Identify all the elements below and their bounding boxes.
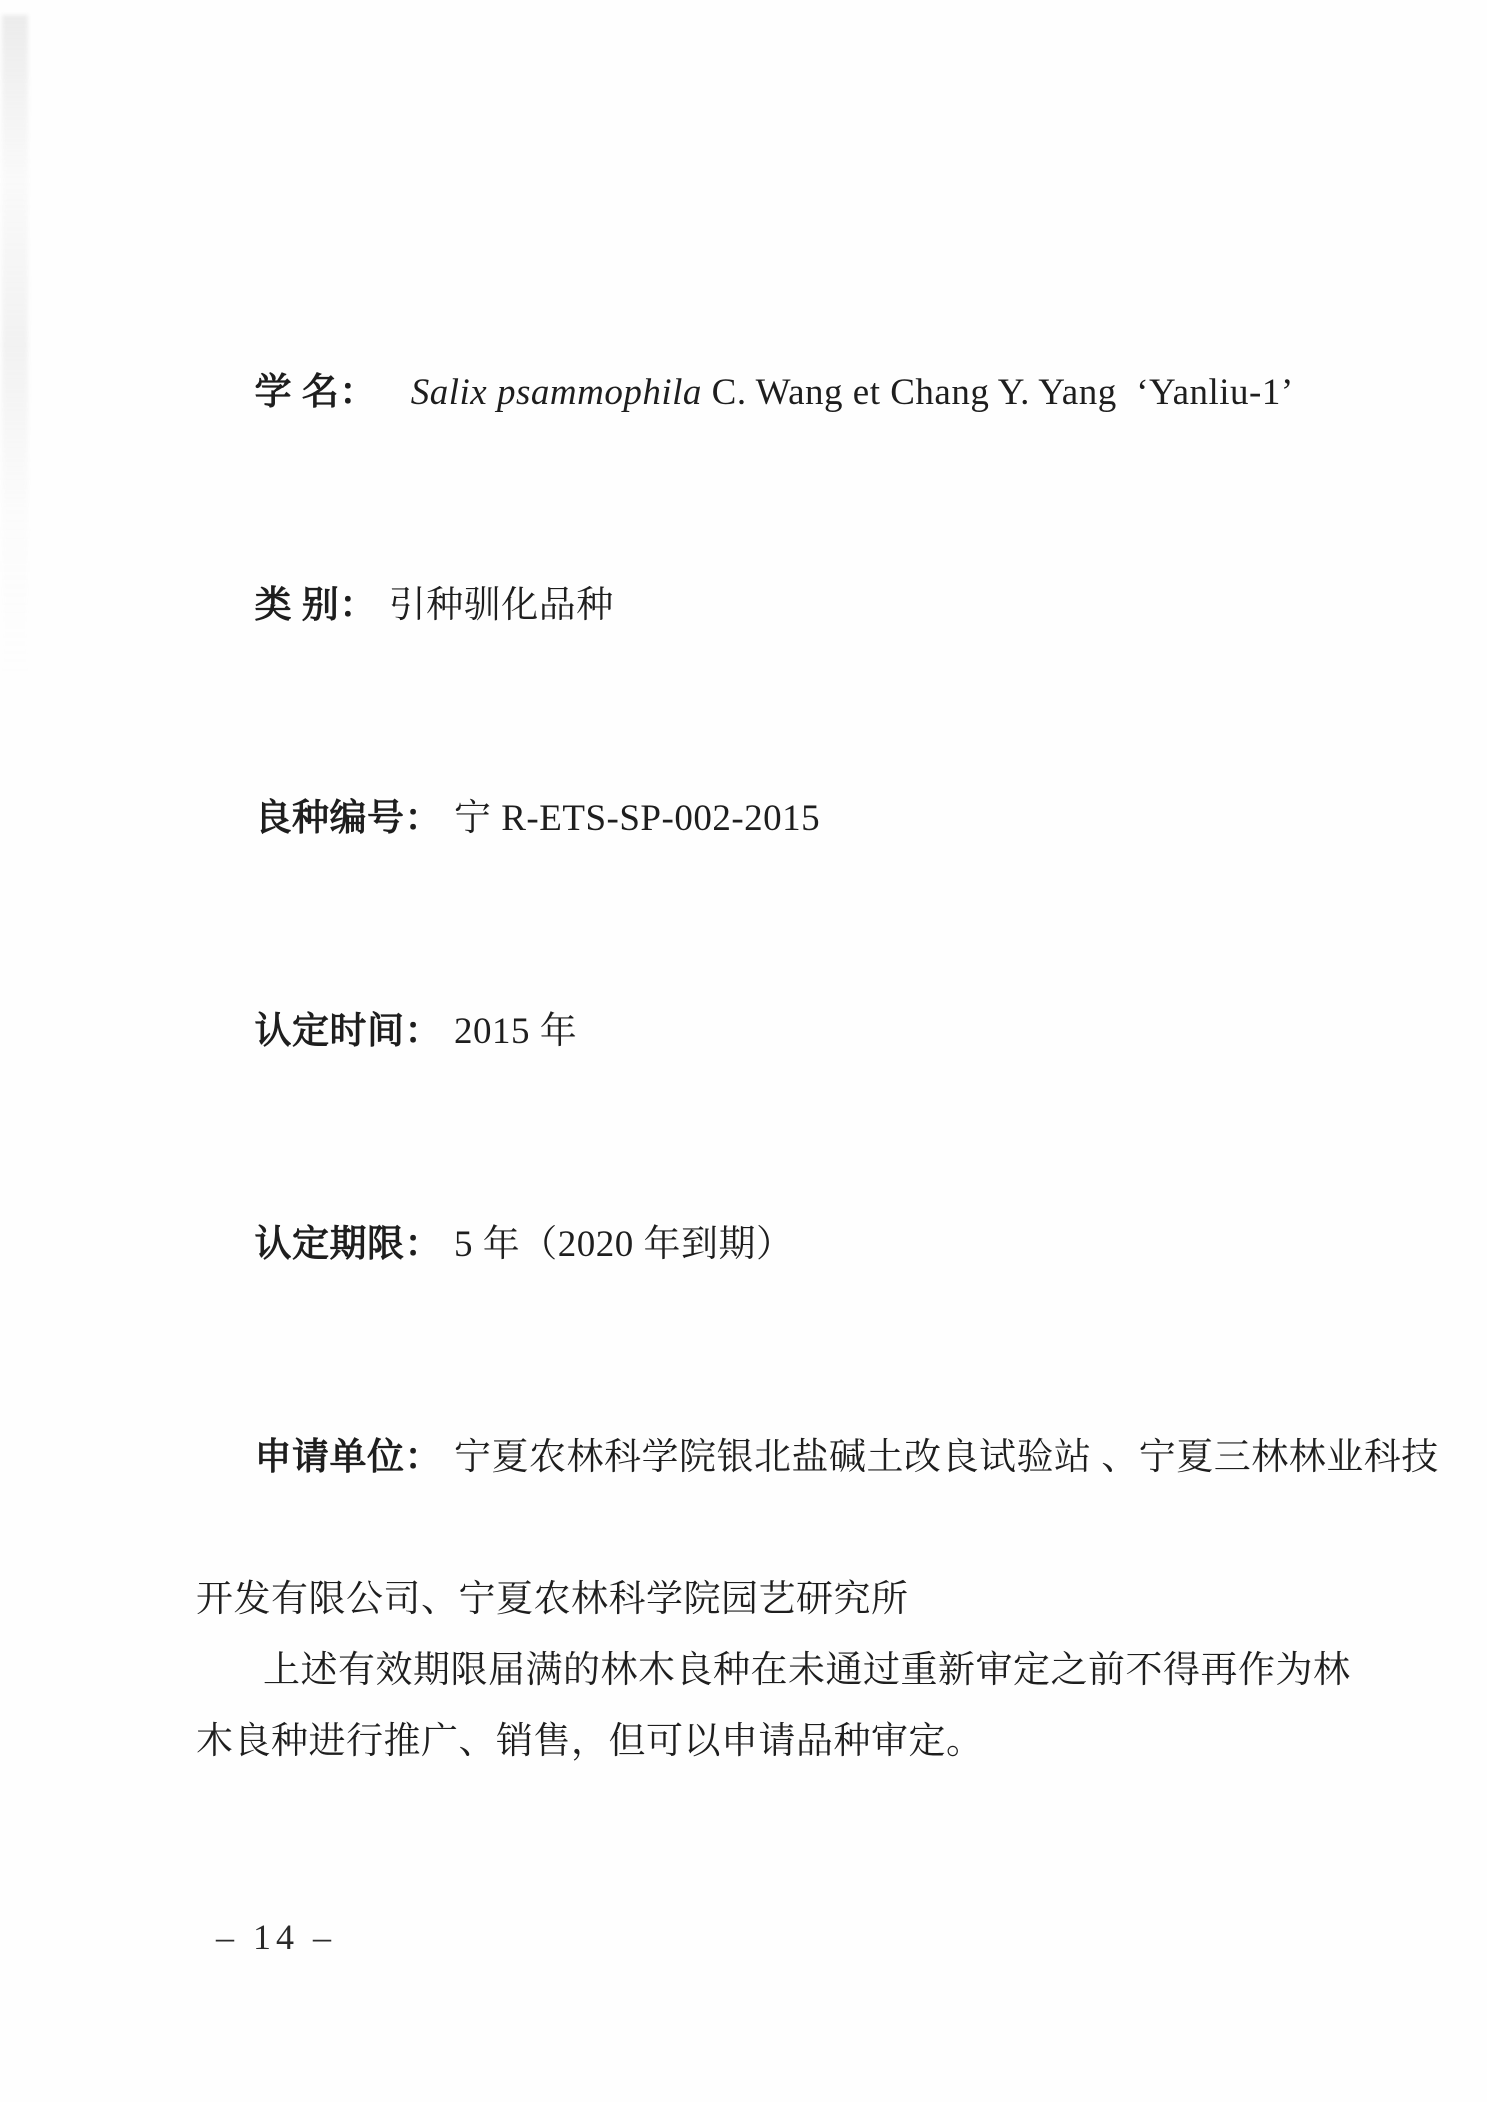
- scan-smudge-artifact: [2, 15, 28, 675]
- certification-period-value: 5 年（2020 年到期）: [454, 1224, 794, 1265]
- applicant-value-line2: 开发有限公司、宁夏农林科学院园艺研究所: [196, 1579, 909, 1620]
- field-certification-time: [196, 925, 1306, 1138]
- scientific-name-latin: Salix psammophila: [410, 372, 702, 413]
- category-value: 引种驯化品种: [388, 585, 614, 626]
- field-label-certification-period: 认定期限：: [254, 1224, 442, 1265]
- notice-paragraph-line1: 上述有效期限届满的林木良种在未通过重新审定之前不得再作为林: [263, 1650, 1351, 1691]
- field-label-scientific-name: 学 名：: [254, 372, 377, 413]
- certification-time-value: 2015 年: [454, 1011, 578, 1052]
- field-label-category: 类 别：: [254, 585, 377, 626]
- field-applicant: [196, 1351, 1439, 1564]
- notice-paragraph-line2: 木良种进行推广、销售，但可以申请品种审定。: [196, 1721, 984, 1762]
- scientific-name-authority: C. Wang et Chang Y. Yang ‘Yanliu-1’: [701, 372, 1294, 413]
- page-number: – 14 –: [216, 1917, 336, 1957]
- applicant-value-line1: 宁夏农林科学院银北盐碱土改良试验站 、宁夏三林林业科技: [454, 1437, 1439, 1478]
- field-label-variety-number: 良种编号：: [254, 798, 442, 839]
- field-scientific-name: [196, 286, 1306, 499]
- field-certification-period: [196, 1138, 1306, 1351]
- document-content: [196, 286, 1439, 1777]
- field-label-applicant: 申请单位：: [254, 1437, 442, 1478]
- field-category: [196, 499, 1306, 712]
- field-variety-number: [196, 712, 1306, 925]
- variety-number-value: 宁 R-ETS-SP-002-2015: [454, 798, 821, 839]
- field-label-certification-time: 认定时间：: [254, 1011, 442, 1052]
